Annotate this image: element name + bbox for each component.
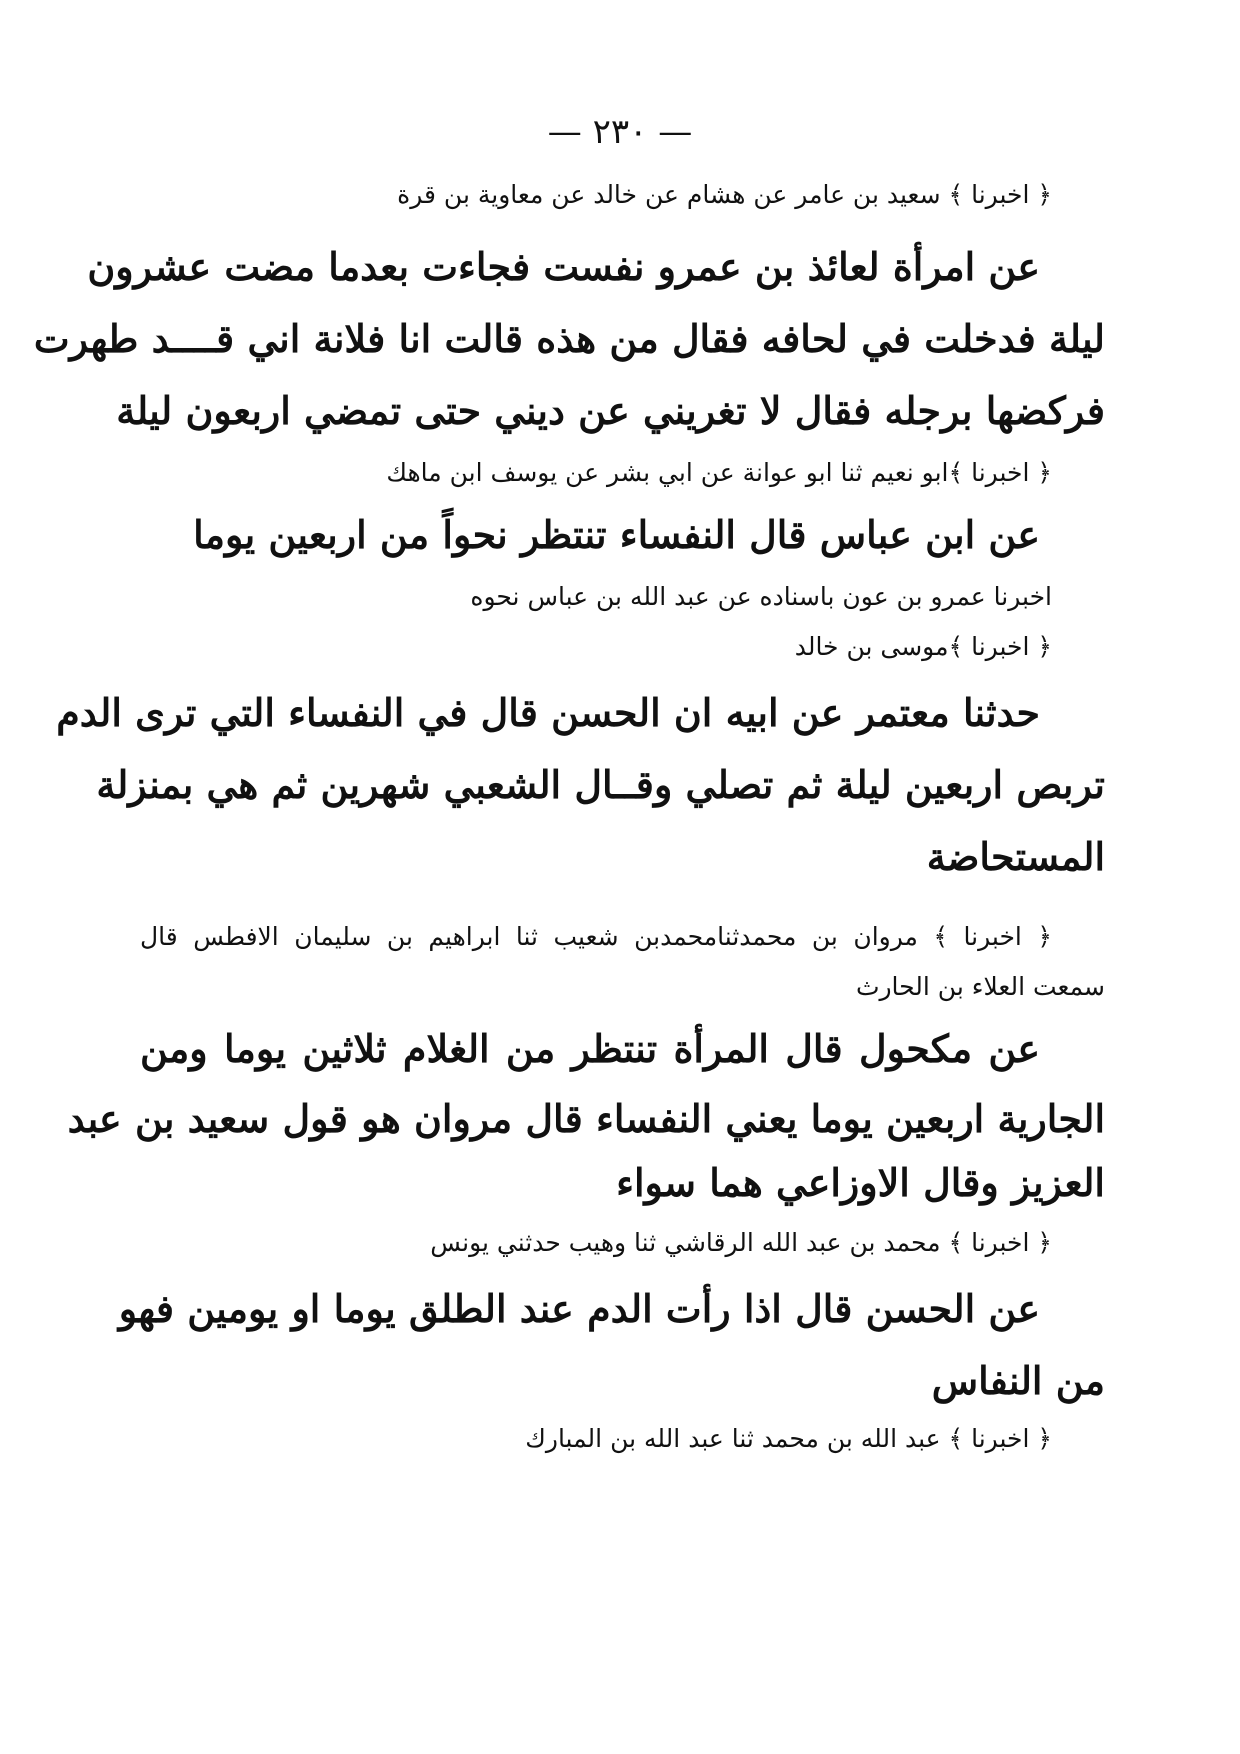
isnad-line: ﴿ اخبرنا ﴾ عبد الله بن محمد ثنا عبد الله بن المبارك [525, 1424, 1052, 1453]
matn-line: حدثنا معتمر عن ابيه ان الحسن قال في النفساء التي ترى الدم [56, 690, 1040, 735]
matn-line: عن مكحول قال المرأة تنتظر من الغلام ثلاثين يوما ومن [140, 1026, 1040, 1071]
matn-line: المستحاضة [926, 834, 1105, 879]
isnad-line: سمعت العلاء بن الحارث [855, 972, 1105, 1001]
matn-line: تربص اربعين ليلة ثم تصلي وقــال الشعبي شهرين ثم هي بمنزلة [96, 762, 1105, 807]
isnad-line: ﴿ اخبرنا ﴾موسى بن خالد [794, 632, 1052, 661]
isnad-line: ﴿ اخبرنا ﴾ سعيد بن عامر عن هشام عن خالد عن معاوية بن قرة [397, 180, 1052, 209]
matn-line: من النفاس [931, 1358, 1105, 1403]
matn-line: ليلة فدخلت في لحافه فقال من هذه قالت انا فلانة اني قــــد طهرت [33, 316, 1105, 361]
matn-line: عن الحسن قال اذا رأت الدم عند الطلق يوما او يومين فهو [118, 1286, 1040, 1331]
isnad-line: اخبرنا عمرو بن عون باسناده عن عبد الله بن عباس نحوه [470, 582, 1052, 611]
isnad-line: ﴿ اخبرنا ﴾ابو نعيم ثنا ابو عوانة عن ابي بشر عن يوسف ابن ماهك [386, 458, 1052, 487]
matn-line: فركضها برجله فقال لا تغريني عن ديني حتى تمضي اربعون ليلة [116, 388, 1105, 433]
matn-line: عن امرأة لعائذ بن عمرو نفست فجاءت بعدما مضت عشرون [87, 244, 1040, 289]
isnad-line: ﴿ اخبرنا ﴾ محمد بن عبد الله الرقاشي ثنا وهيب حدثني يونس [430, 1228, 1052, 1257]
matn-line: العزيز وقال الاوزاعي هما سواء [616, 1160, 1105, 1205]
matn-line: عن ابن عباس قال النفساء تنتظر نحواً من اربعين يوما [193, 512, 1040, 557]
page-number: — ٢٣٠ — [547, 112, 693, 152]
matn-line: الجارية اربعين يوما يعني النفساء قال مروان هو قول سعيد بن عبد [67, 1096, 1105, 1141]
isnad-line: ﴿ اخبرنا ﴾ مروان بن محمدثنامحمدبن شعيب ثنا ابراهيم بن سليمان الافطس قال [140, 922, 1052, 951]
